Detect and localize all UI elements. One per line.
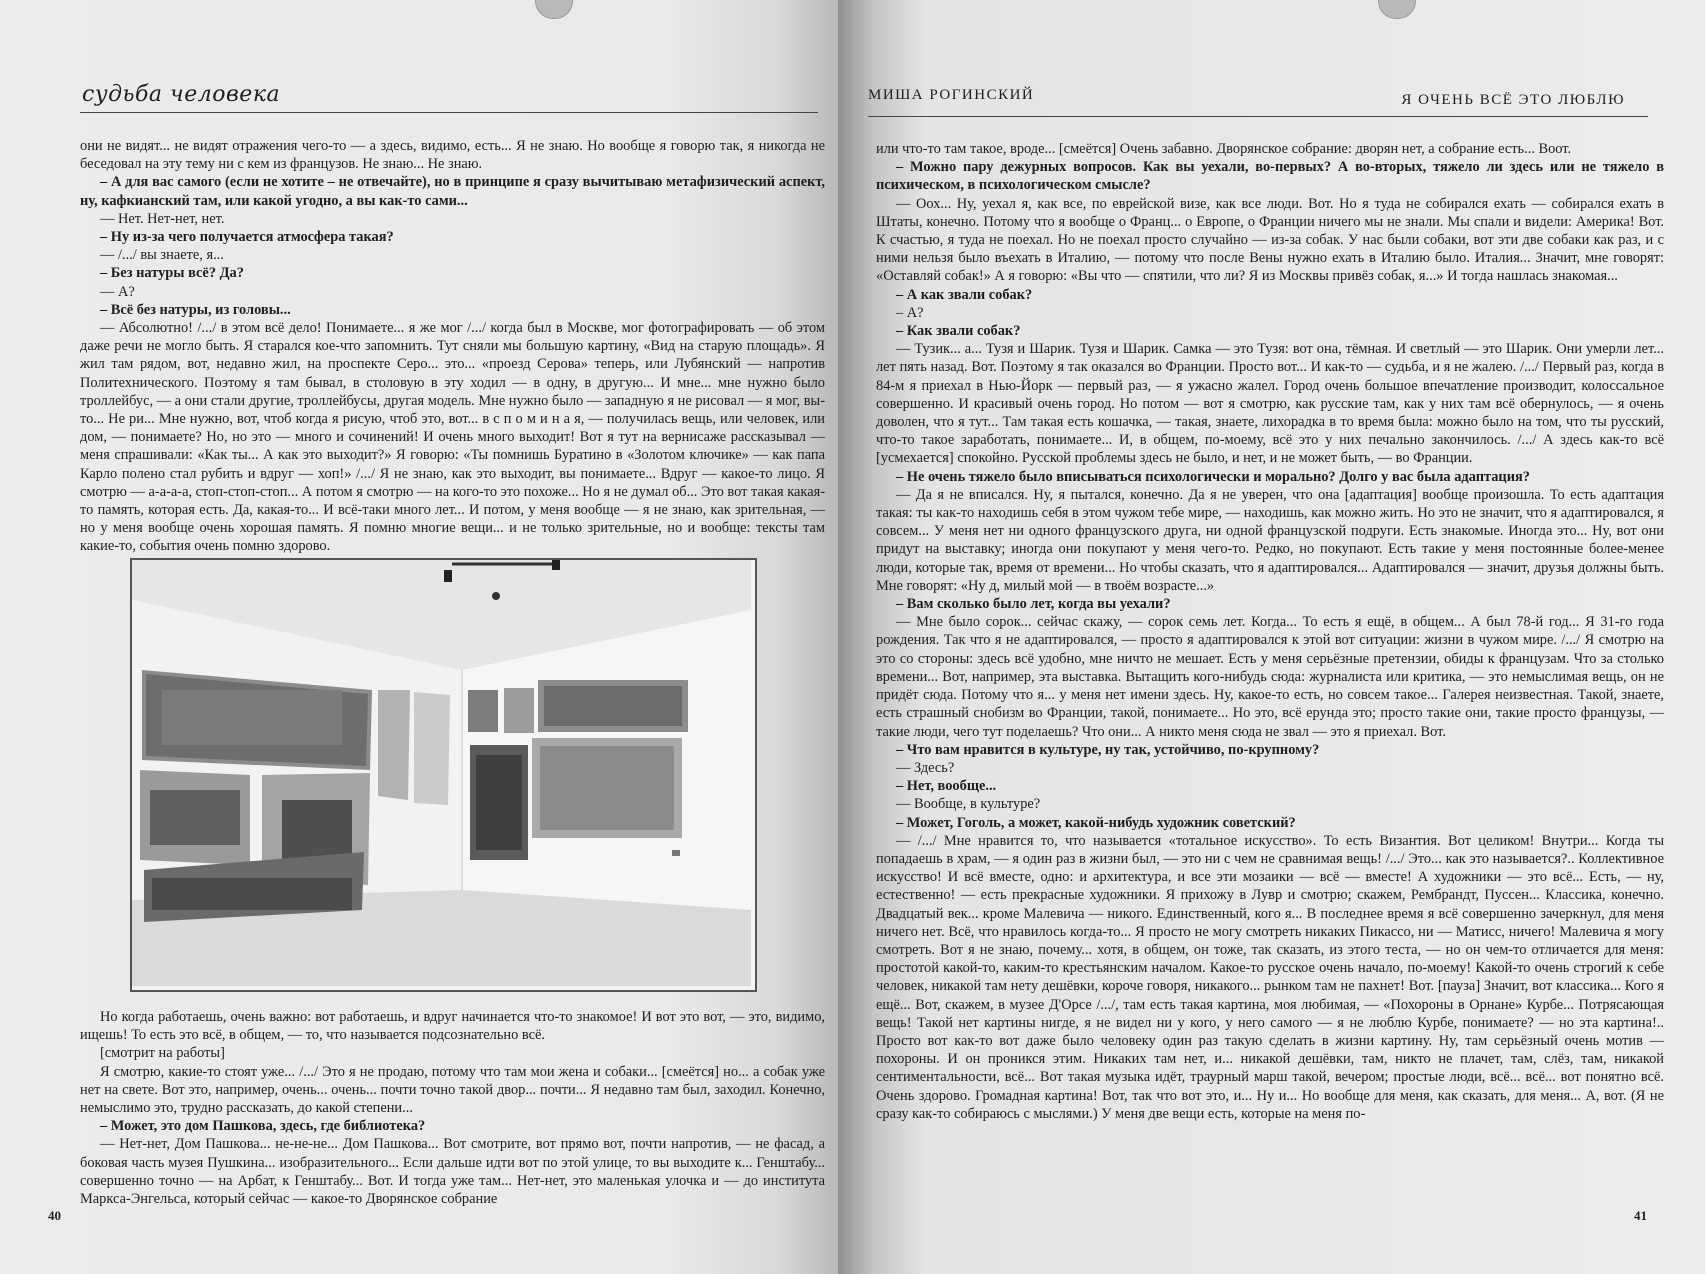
answer-paragraph: — Мне было сорок... сейчас скажу, — сорок семь лет. Когда... То есть я ещё, в общем... А был 78-й год... Я 31-го года рождения. Так что я не адаптировался, — просто я адаптировался к этой вот ситуации: жизни в чужом мире. /.../ Я смотрю на это со стороны: здесь всё удобно, мне ничто не мешает. Есть у меня серьёзные претензии, обиды к французам. Что за столько времени... Вот, например, эта выставка. Вытащить кого-нибудь сюда: журналиста или критика, — это немыслимая вещь, он не придёт сюда. Потому что я... у меня нет имени здесь. Ну, какое-то есть, но совсем такое... Галерея неизвестная. Такой, знаете, есть страшный снобизм во Франции, такой, понимаете... Но это, всё ерунда это; просто такие они, такие просто французы, — такие люди, чего тут поделаешь? Что они... А никто меня сюда не звал — это я приехал. Вот. — [876, 614, 1664, 740]
question-paragraph: – Может, Гоголь, а может, какой-нибудь художник советский? — [896, 814, 1296, 831]
answer-paragraph: они не видят... не видят отражения чего-то — а здесь, видимо, есть... Я не знаю. Но вообще я говорю так, я никогда не беседовал на эту тему ни с кем из французов. Не знаю... Не знаю. — [80, 138, 825, 173]
left-text-top — [80, 137, 825, 556]
question-paragraph: – Можно пару дежурных вопросов. Как вы уехали, во-первых? А во-вторых, тяжело ли здесь или не тяжело в психическом, в психологическом смысле? — [876, 159, 1664, 194]
left-page — [0, 0, 838, 1274]
left-header-rule — [80, 112, 818, 113]
right-running-head-title: Я ОЧЕНЬ ВСЁ ЭТО ЛЮБЛЮ — [1401, 92, 1625, 108]
answer-paragraph: — Здесь? — [896, 759, 955, 776]
question-paragraph: – Может, это дом Пашкова, здесь, где библиотека? — [100, 1118, 426, 1135]
answer-paragraph: — /.../ вы знаете, я... — [100, 247, 224, 264]
answer-paragraph: — Вообще, в культуре? — [896, 796, 1041, 813]
binding-hole — [1378, 0, 1416, 19]
answer-paragraph: — Абсолютно! /.../ в этом всё дело! Понимаете... я же мог /.../ когда был в Москве, мог фотографировать — об этом даже речи не могло быть. Я старался кое-что запомнить. Тут сняли мы большую картину, «Вид на старую площадь». Я жил там рядом, вот, недавно жил, на проспекте Серо... это... «проезд Серова» теперь, или Лубянский — напротив Политехнического. Поэтому я там бывал, в столовую в эту ходил — в одну, в другую... И мне... мне нужно было троллейбус, — а они стали другие, троллейбусы, другая модель. Мне нужно было — западную я не рисовал — я мог, вы-то... Не ри... Мне нужно, вот, чтоб когда я рисую, чтоб это, вот... в с п о м и н а я, — получилась вещь, или человек, или дом, — понимаете? Но, но это — много и сочинений! И очень много выходит! Вот я тут на вернисаже рассказывал — меня спрашивали: «Как ты... А как это выходит?» Я говорю: «Ты помнишь Буратино в «Золотом ключике» — как папа Карло полено стал рубить и вдруг — хоп!» /.../ Я не знаю, как это выходит, вы понимаете... Вдруг — какое-то лицо. Я смотрю — а-а-а-а, стоп-стоп-стоп... А потом я смотрю — на кого-то это похоже... Но я не думал об... Это вот такая какая-то память, которая есть. Да, какая-то... И всё-таки много лет... И потом, у меня вообще — я не знаю, как зрительная, — но у меня вообще очень хорошая память. Я помню многие вещи... и не только зрительные, но и вообще: тексты там какие-то, события очень помню здорово. — [80, 320, 825, 555]
answer-paragraph: — Нет-нет, Дом Пашкова... не-не-не... Дом Пашкова... Вот смотрите, вот прямо вот, почти напротив, — не фасад, а боковая часть музея Пушкина... изобразительного... Если дальше идти вот по этой улице, то вы выходите к... Генштабу... совершенно точно — на Арбат, к Генштабу... Вот. И тогда уже там... Нет-нет, это маленькая улочка и — до института Маркса-Энгельса, который сейчас — какое-то Дворянское собрание — [80, 1136, 825, 1208]
answer-paragraph: — Да я не вписался. Ну, я пытался, конечно. Да я не уверен, что она [адаптация] вообще произошла. То есть адаптация такая: ты как-то находишь себя в этом чужом тебе мире, — находишь, как можно жить. Но это не значит, что я адаптировался, я совсем... У меня нет ни одного французского друга, ни одной французской подруги. Есть знакомые. Иногда это... Ну, вот они придут на выставку; иногда они покупают у меня чего-то. Редко, но покупают. Есть такие у меня постоянные более-менее люди, которые так, время от времени... Но чтобы сказать, что я адаптировался... Адаптировался — значит, друзья должны быть. Мне говорят: «Ну д, милый мой — в твоём возрасте...» — [876, 486, 1664, 594]
answer-paragraph: [смотрит на работы] — [100, 1045, 225, 1062]
answer-paragraph: — А? — [100, 283, 135, 300]
right-text — [876, 140, 1664, 1123]
question-paragraph: – Не очень тяжело было вписываться психологически и морально? Долго у вас была адаптация? — [896, 468, 1530, 485]
question-paragraph: – Нет, вообще... — [896, 778, 997, 795]
right-page-number: 41 — [1634, 1208, 1647, 1223]
answer-paragraph: — /.../ Мне нравится то, что называется «тотальное искусство». То есть Византия. Вот целиком! Внутри... Когда ты попадаешь в храм, — я один раз в жизни был, — это ни с чем не сравнимая вещь! /.../ Это... как это называется?.. Коллективное искусство! И всё вместе, одно: и архитектура, и все эти мозаики — всё — вместе! А художники — это всё... Есть, — ну, естественно! — есть прекрасные художники. Я прихожу в Лувр и смотрю; скажем, Рембрандт, Пуссен... Классика, конечно. Двадцатый век... кроме Малевича — никого. Единственный, кого я... В последнее время я всё совершенно зачеркнул, для меня ничего нет. Всё, что нравилось когда-то... Я просто не могу смотреть никаких Пикассо, ни — Матисс, ничего! Малевича я могу смотреть. Вот я не знаю, почему... хотя, в общем, он тоже, так сказать, из этого теста, — но он чем-то отличается для меня: простотой какой-то, каким-то крестьянским началом. Какое-то русское очень начало, по-моему! Какой-то очень строгий к себе человек, никакой там нету дешёвки, короче говоря, никакого... рынком там не пахнет! Вот. [пауза] Значит, вот классика... Кого я ещё... Вот, скажем, в музее Д'Орсе /.../, там есть такая картина, моя любимая, — «Похороны в Орнане» Курбе... Потрясающая вещь! Такой нет картины нигде, я не видел ни у кого, у него самого — я не люблю Курбе, понимаете? — но эта картина!.. Просто вот как-то вот даже было человеку один раз такую сделать в жизни картину. Ну, там серьёзный очень мотив — похороны. И он проникся этим. Никаких там нет, и... никакой дешёвки, там, никто не плачет, там, слёз, там, никакой сентиментальности, всё... Вот такая музыка идёт, траурный марш такой, вечером; простые люди, всё... всё... вот понятно всё. Очень здорово. Громадная картина! Вот, так что вот это, и... Ну и... Но вообще для меня, как сказать, для меня... А, вот. (Я не сразу как-то собираюсь с мыслями.) У меня две вещи есть, которые на меня по- — [876, 832, 1664, 1122]
gallery-photo-graphic — [132, 560, 751, 986]
left-text-bottom — [80, 1008, 825, 1208]
question-paragraph: – Без натуры всё? Да? — [100, 265, 244, 282]
answer-paragraph: Я смотрю, какие-то стоят уже... /.../ Это я не продаю, потому что там мои жена и собаки... [смеётся] но... а собак уже нет на свете. Вот это, например, очень... очень... почти точно такой двор... почти... Я недавно там был, заходил. Конечно, немыслимо это, трудно рассказать, до какой степени... — [80, 1063, 825, 1117]
question-paragraph: – Вам сколько было лет, когда вы уехали? — [896, 596, 1171, 613]
exhibition-photo — [130, 558, 757, 992]
answer-paragraph: — Тузик... а... Тузя и Шарик. Тузя и Шарик. Самка — это Тузя: вот она, тёмная. И светлый — это Шарик. Они умерли лет... лет пять назад. Вот. Поэтому я так оказался во Франции. Просто вот... И как-то — судьба, и я не жалею. /.../ Первый раз, когда в 84-м я приехал в Нью-Йорк — первый раз, — я ужасно жалел. Город очень большое впечатление производит, колоссальное совершенно. И красивый очень город. Но потом — вот я смотрю, как русские там, как у них там всё обернулось, — я очень доволен, что я тут... Там такая есть кошачка, — такая, знаете, лихорадка в то время была: можно было на том, что ты русский, что-то такое заработать, понимаете... И, в общем, по-моему, всё это у них печально закончилось. /.../ А здесь как-то всё [усмехается] спокойно. Русской проблемы здесь не было, и нет, и не может быть, — во Франции. — [876, 341, 1664, 467]
answer-paragraph: — Оох... Ну, уехал я, как все, по еврейской визе, как все люди. Вот. Но я туда не собирался ехать — собирался ехать в Штаты, конечно. Потому что я вообще о Франц... о Европе, о Франции ничего мы не знали. Мы спали и видели: Америка! Вот. К счастью, я туда не поехал. Но не поехал просто случайно — из-за собак. У нас были собаки, вот эти две собаки как раз, и с ними нельзя было въехать в Италию, — потому что после Вены нужно ехать в Италию было. Италия... Значит, мне говорят: «Оставляй собак!» А я говорю: «Вы что — спятили, что ли? Я из Москвы привёз собак, я...» И тогда нашлась знакомая... — [876, 195, 1664, 285]
question-paragraph: – Как звали собак? — [896, 323, 1021, 340]
answer-paragraph: или что-то там такое, вроде... [смеётся] Очень забавно. Дворянское собрание: дворян нет, а собрание есть... Воот. — [876, 141, 1572, 157]
question-paragraph: – А для вас самого (если не хотите – не отвечайте), но в принципе я сразу вычитываю метафизический аспект, ну, кафкианский там, или какой угодно, а вы как-то сами... — [80, 174, 825, 209]
binding-hole — [535, 0, 573, 19]
answer-paragraph: — Нет. Нет-нет, нет. — [100, 210, 225, 227]
question-paragraph: – Ну из-за чего получается атмосфера такая? — [100, 229, 394, 246]
left-running-head: судьба человека — [82, 82, 281, 107]
answer-paragraph: – А? — [896, 304, 924, 321]
answer-paragraph: Но когда работаешь, очень важно: вот работаешь, и вдруг начинается что-то знакомое! И вот это вот, — это, видимо, ищешь! То есть это всё, в общем, — то, что называется подсознательно всё. — [80, 1009, 825, 1044]
right-running-head-author: МИША РОГИНСКИЙ — [868, 87, 1035, 103]
right-page — [838, 0, 1705, 1274]
left-page-number: 40 — [48, 1208, 61, 1223]
question-paragraph: – Всё без натуры, из головы... — [100, 301, 291, 318]
question-paragraph: – А как звали собак? — [896, 286, 1033, 303]
question-paragraph: – Что вам нравится в культуре, ну так, устойчиво, по-крупному? — [896, 741, 1320, 758]
right-header-rule — [868, 116, 1648, 117]
